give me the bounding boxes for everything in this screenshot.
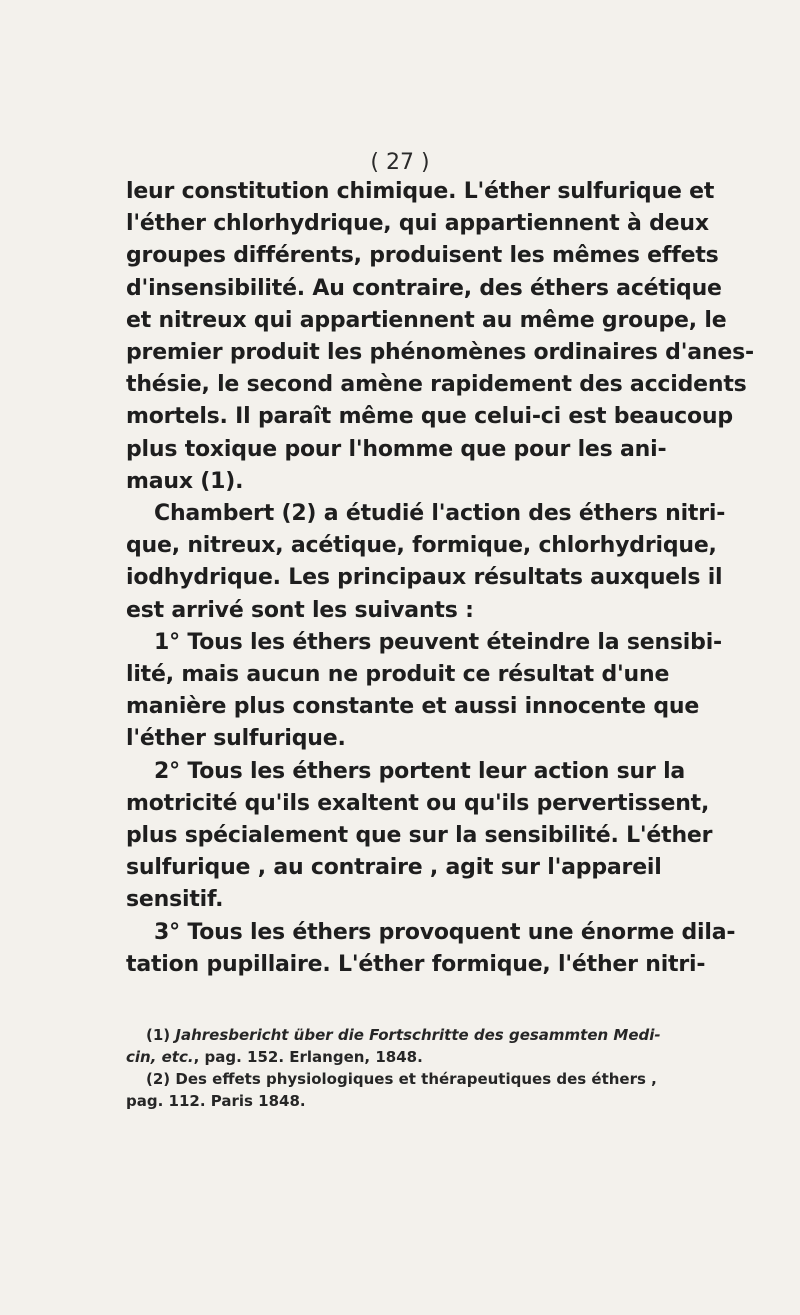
footnote-1-line-1 xyxy=(126,1024,661,1046)
text-line: manière plus constante et aussi innocente que xyxy=(126,694,700,720)
text-line: l'éther sulfurique. xyxy=(126,726,346,752)
main-text xyxy=(126,176,754,981)
text-line: leur constitution chimique. L'éther sulfurique et xyxy=(126,179,715,204)
text-line: premier produit les phénomènes ordinaires d'anes- xyxy=(126,340,754,366)
text-line: 1° Tous les éthers peuvent éteindre la sensibi- xyxy=(154,629,722,655)
footnote-1-title: Jahresbericht über die Fortschritte des gesammten Medi- xyxy=(175,1026,661,1044)
text-line: plus spécialement que sur la sensibilité. L'éther xyxy=(126,823,713,849)
text-line: Chambert (2) a étudié l'action des éthers nitri- xyxy=(154,501,726,527)
text-line: plus toxique pour l'homme que pour les ani- xyxy=(126,436,667,462)
page-number: ( 27 ) xyxy=(370,150,430,175)
text-line: iodhydrique. Les principaux résultats auxquels il xyxy=(126,565,723,591)
footnotes xyxy=(126,1024,661,1112)
text-line: groupes différents, produisent les mêmes effets xyxy=(126,243,719,269)
text-line: sulfurique , au contraire , agit sur l'appareil xyxy=(126,855,662,881)
footnote-1-rest: , pag. 152. Erlangen, 1848. xyxy=(193,1048,423,1066)
footnote-2-line-1: (2) Des effets physiologiques et thérapeutiques des éthers , xyxy=(146,1070,657,1088)
text-line: 3° Tous les éthers provoquent une énorme dila- xyxy=(154,919,736,945)
text-line: 2° Tous les éthers portent leur action sur la xyxy=(154,758,686,784)
text-line: lité, mais aucun ne produit ce résultat d'une xyxy=(126,662,670,688)
text-line: maux (1). xyxy=(126,468,244,494)
text-line: mortels. Il paraît même que celui-ci est beaucoup xyxy=(126,404,733,430)
text-line: que, nitreux, acétique, formique, chlorhydrique, xyxy=(126,533,717,559)
text-line: tation pupillaire. L'éther formique, l'éther nitri- xyxy=(126,951,706,977)
text-line: est arrivé sont les suivants : xyxy=(126,597,474,623)
text-line: sensitif. xyxy=(126,887,224,913)
footnote-1-marker: (1) xyxy=(146,1026,171,1044)
text-line: thésie, le second amène rapidement des accidents xyxy=(126,372,747,398)
footnote-1-title-cont: cin, etc. xyxy=(126,1048,194,1066)
text-line: et nitreux qui appartiennent au même groupe, le xyxy=(126,307,727,333)
text-line: motricité qu'ils exaltent ou qu'ils pervertissent, xyxy=(126,790,710,816)
footnote-1-line-2 xyxy=(126,1046,654,1068)
text-line: d'insensibilité. Au contraire, des éthers acétique xyxy=(126,275,722,301)
footnote-2-line-2: pag. 112. Paris 1848. xyxy=(126,1092,306,1110)
text-line: l'éther chlorhydrique, qui appartiennent à deux xyxy=(126,211,709,237)
